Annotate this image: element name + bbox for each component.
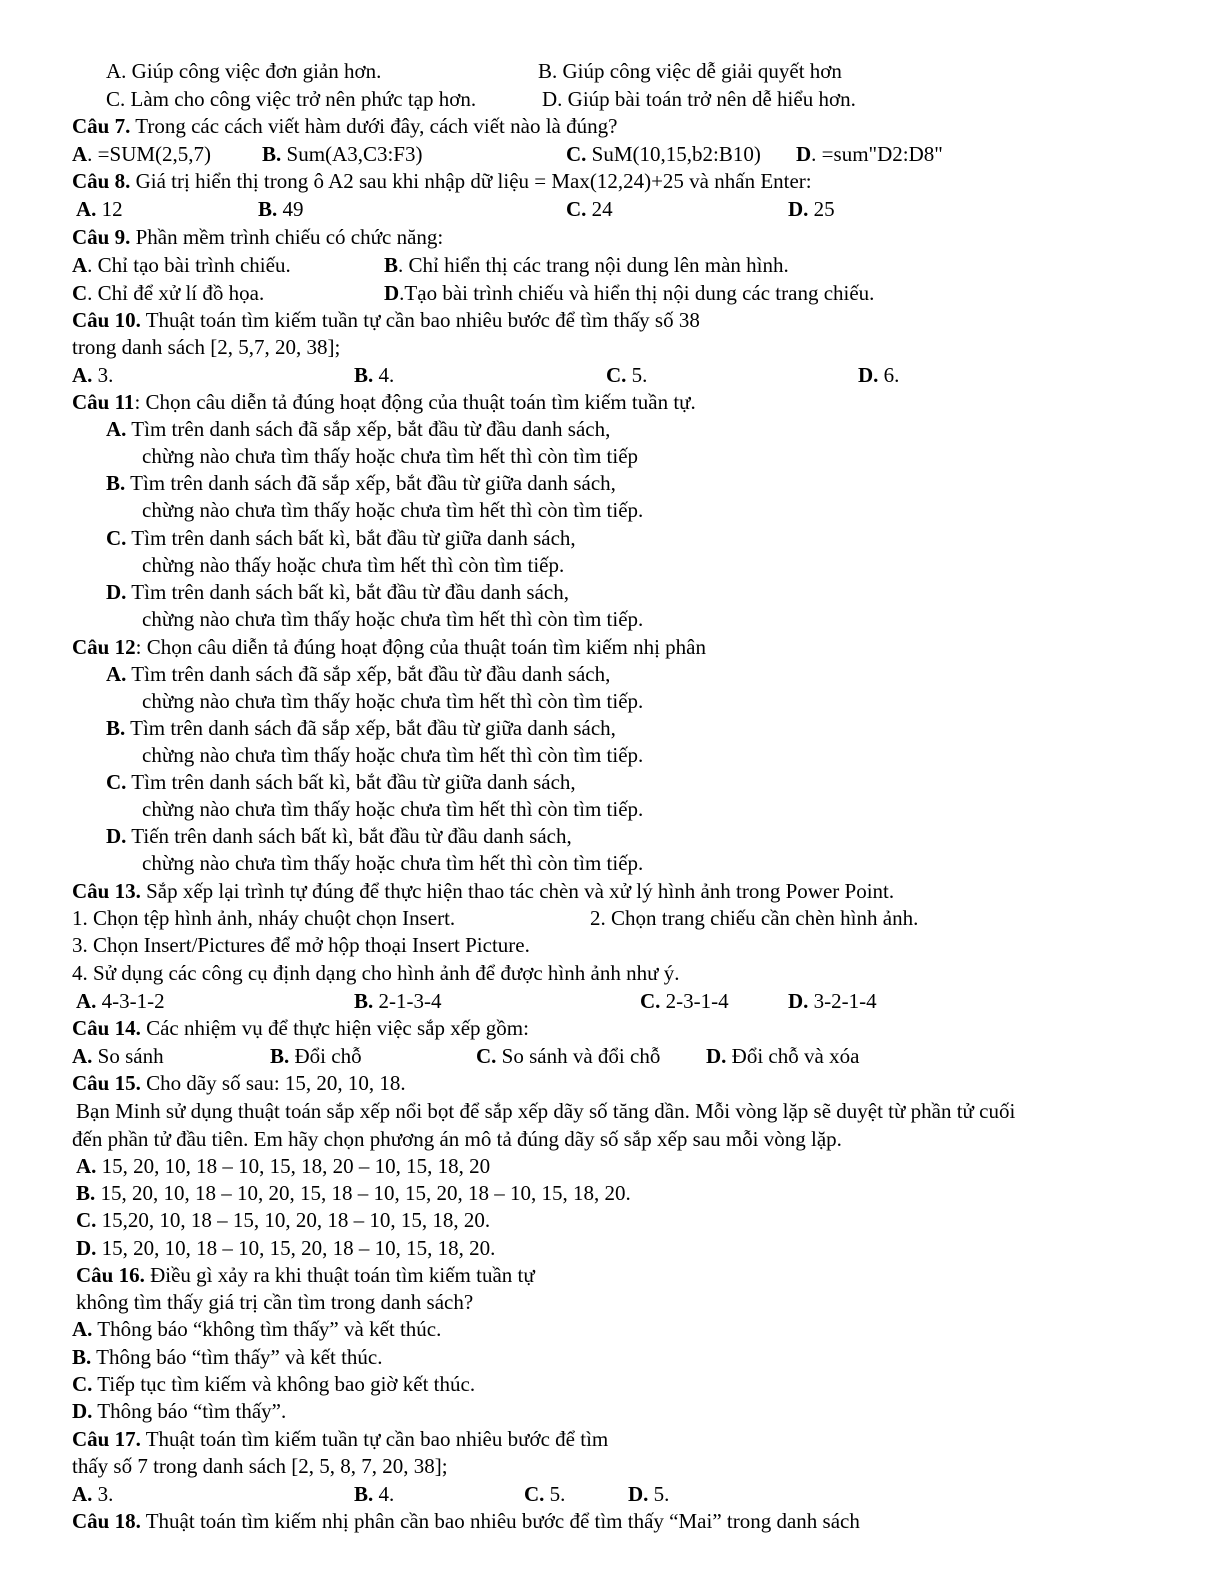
q10-option-c: C. 5. bbox=[606, 363, 648, 387]
q11-label: Câu 11 bbox=[72, 390, 135, 414]
q14-label: Câu 14. bbox=[72, 1016, 141, 1040]
q16-text: Điều gì xảy ra khi thuật toán tìm kiếm tuần tự bbox=[150, 1263, 535, 1287]
q13-label: Câu 13. bbox=[72, 879, 141, 903]
q13-step-1: 1. Chọn tệp hình ảnh, nháy chuột chọn Insert. bbox=[72, 906, 456, 930]
q6-option-a: A. Giúp công việc đơn giản hơn. bbox=[106, 59, 382, 83]
q8-option-b: B. 49 bbox=[258, 197, 304, 221]
q10-text: Thuật toán tìm kiếm tuần tự cần bao nhiêu bước để tìm thấy số 38 bbox=[145, 308, 700, 332]
q16-label: Câu 16. bbox=[76, 1263, 145, 1287]
q10-option-d: D. 6. bbox=[858, 363, 900, 387]
q9-text: Phần mềm trình chiếu có chức năng: bbox=[135, 225, 444, 249]
q7-option-a: A. =SUM(2,5,7) bbox=[72, 142, 212, 166]
q13-text: Sắp xếp lại trình tự đúng để thực hiện thao tác chèn và xử lý hình ảnh trong Power Point. bbox=[146, 879, 895, 903]
q10-label: Câu 10. bbox=[72, 308, 141, 332]
q6-option-c: C. Làm cho công việc trở nên phức tạp hơn. bbox=[106, 87, 477, 111]
q13-option-c: C. 2-3-1-4 bbox=[640, 989, 729, 1013]
q6-option-b: B. Giúp công việc dễ giải quyết hơn bbox=[538, 59, 842, 83]
q6-option-d: D. Giúp bài toán trở nên dễ hiểu hơn. bbox=[542, 87, 856, 111]
q18-label: Câu 18. bbox=[72, 1509, 141, 1533]
q17-option-d: D. 5. bbox=[628, 1482, 670, 1506]
q10-option-b: B. 4. bbox=[354, 363, 395, 387]
q15-text: Cho dãy số sau: 15, 20, 10, 18. bbox=[146, 1071, 406, 1095]
q11-text: : Chọn câu diễn tả đúng hoạt động của thuật toán tìm kiếm tuần tự. bbox=[134, 390, 696, 414]
q9-option-c: C. Chỉ để xử lí đồ họa. bbox=[72, 281, 265, 305]
q7-text: Trong các cách viết hàm dưới đây, cách viết nào là đúng? bbox=[135, 114, 618, 138]
q17-option-b: B. 4. bbox=[354, 1482, 395, 1506]
q17-label: Câu 17. bbox=[72, 1427, 141, 1451]
q14-option-a: A. So sánh bbox=[72, 1044, 164, 1068]
q13-option-d: D. 3-2-1-4 bbox=[788, 989, 877, 1013]
q14-option-c: C. So sánh và đổi chỗ bbox=[476, 1044, 661, 1068]
q12-label: Câu 12 bbox=[72, 635, 136, 659]
q8-option-d: D. 25 bbox=[788, 197, 835, 221]
q9-option-b: B. Chỉ hiển thị các trang nội dung lên màn hình. bbox=[384, 253, 789, 277]
q8-option-c: C. 24 bbox=[566, 197, 613, 221]
q8-option-a: A. 12 bbox=[76, 197, 123, 221]
q18-text: Thuật toán tìm kiếm nhị phân cần bao nhiêu bước để tìm thấy “Mai” trong danh sách bbox=[145, 1509, 860, 1533]
q13-option-a: A. 4-3-1-2 bbox=[76, 989, 165, 1013]
q14-text: Các nhiệm vụ để thực hiện việc sắp xếp gồm: bbox=[146, 1016, 529, 1040]
q9-option-a: A. Chỉ tạo bài trình chiếu. bbox=[72, 253, 291, 277]
q8-label: Câu 8. bbox=[72, 169, 131, 193]
q14-option-b: B. Đổi chỗ bbox=[270, 1044, 362, 1068]
q9-label: Câu 9. bbox=[72, 225, 131, 249]
q12-text: : Chọn câu diễn tả đúng hoạt động của thuật toán tìm kiếm nhị phân bbox=[135, 635, 706, 659]
q10-option-a: A. 3. bbox=[72, 363, 114, 387]
q17-text: Thuật toán tìm kiếm tuần tự cần bao nhiêu bước để tìm bbox=[145, 1427, 609, 1451]
q13-step-2: 2. Chọn trang chiếu cần chèn hình ảnh. bbox=[590, 906, 919, 930]
q9-option-d: D.Tạo bài trình chiếu và hiển thị nội dung các trang chiếu. bbox=[384, 281, 875, 305]
q7-label: Câu 7. bbox=[72, 114, 131, 138]
q13-option-b: B. 2-1-3-4 bbox=[354, 989, 442, 1013]
q7-option-d: D. =sum"D2:D8" bbox=[796, 142, 943, 166]
q17-option-a: A. 3. bbox=[72, 1482, 114, 1506]
q14-option-d: D. Đổi chỗ và xóa bbox=[706, 1044, 860, 1068]
q17-option-c: C. 5. bbox=[524, 1482, 566, 1506]
q7-option-c: C. SuM(10,15,b2:B10) bbox=[566, 142, 761, 166]
q8-text: Giá trị hiển thị trong ô A2 sau khi nhập dữ liệu = Max(12,24)+25 và nhấn Enter: bbox=[135, 169, 812, 193]
q15-label: Câu 15. bbox=[72, 1071, 141, 1095]
q7-option-b: B. Sum(A3,C3:F3) bbox=[262, 142, 423, 166]
